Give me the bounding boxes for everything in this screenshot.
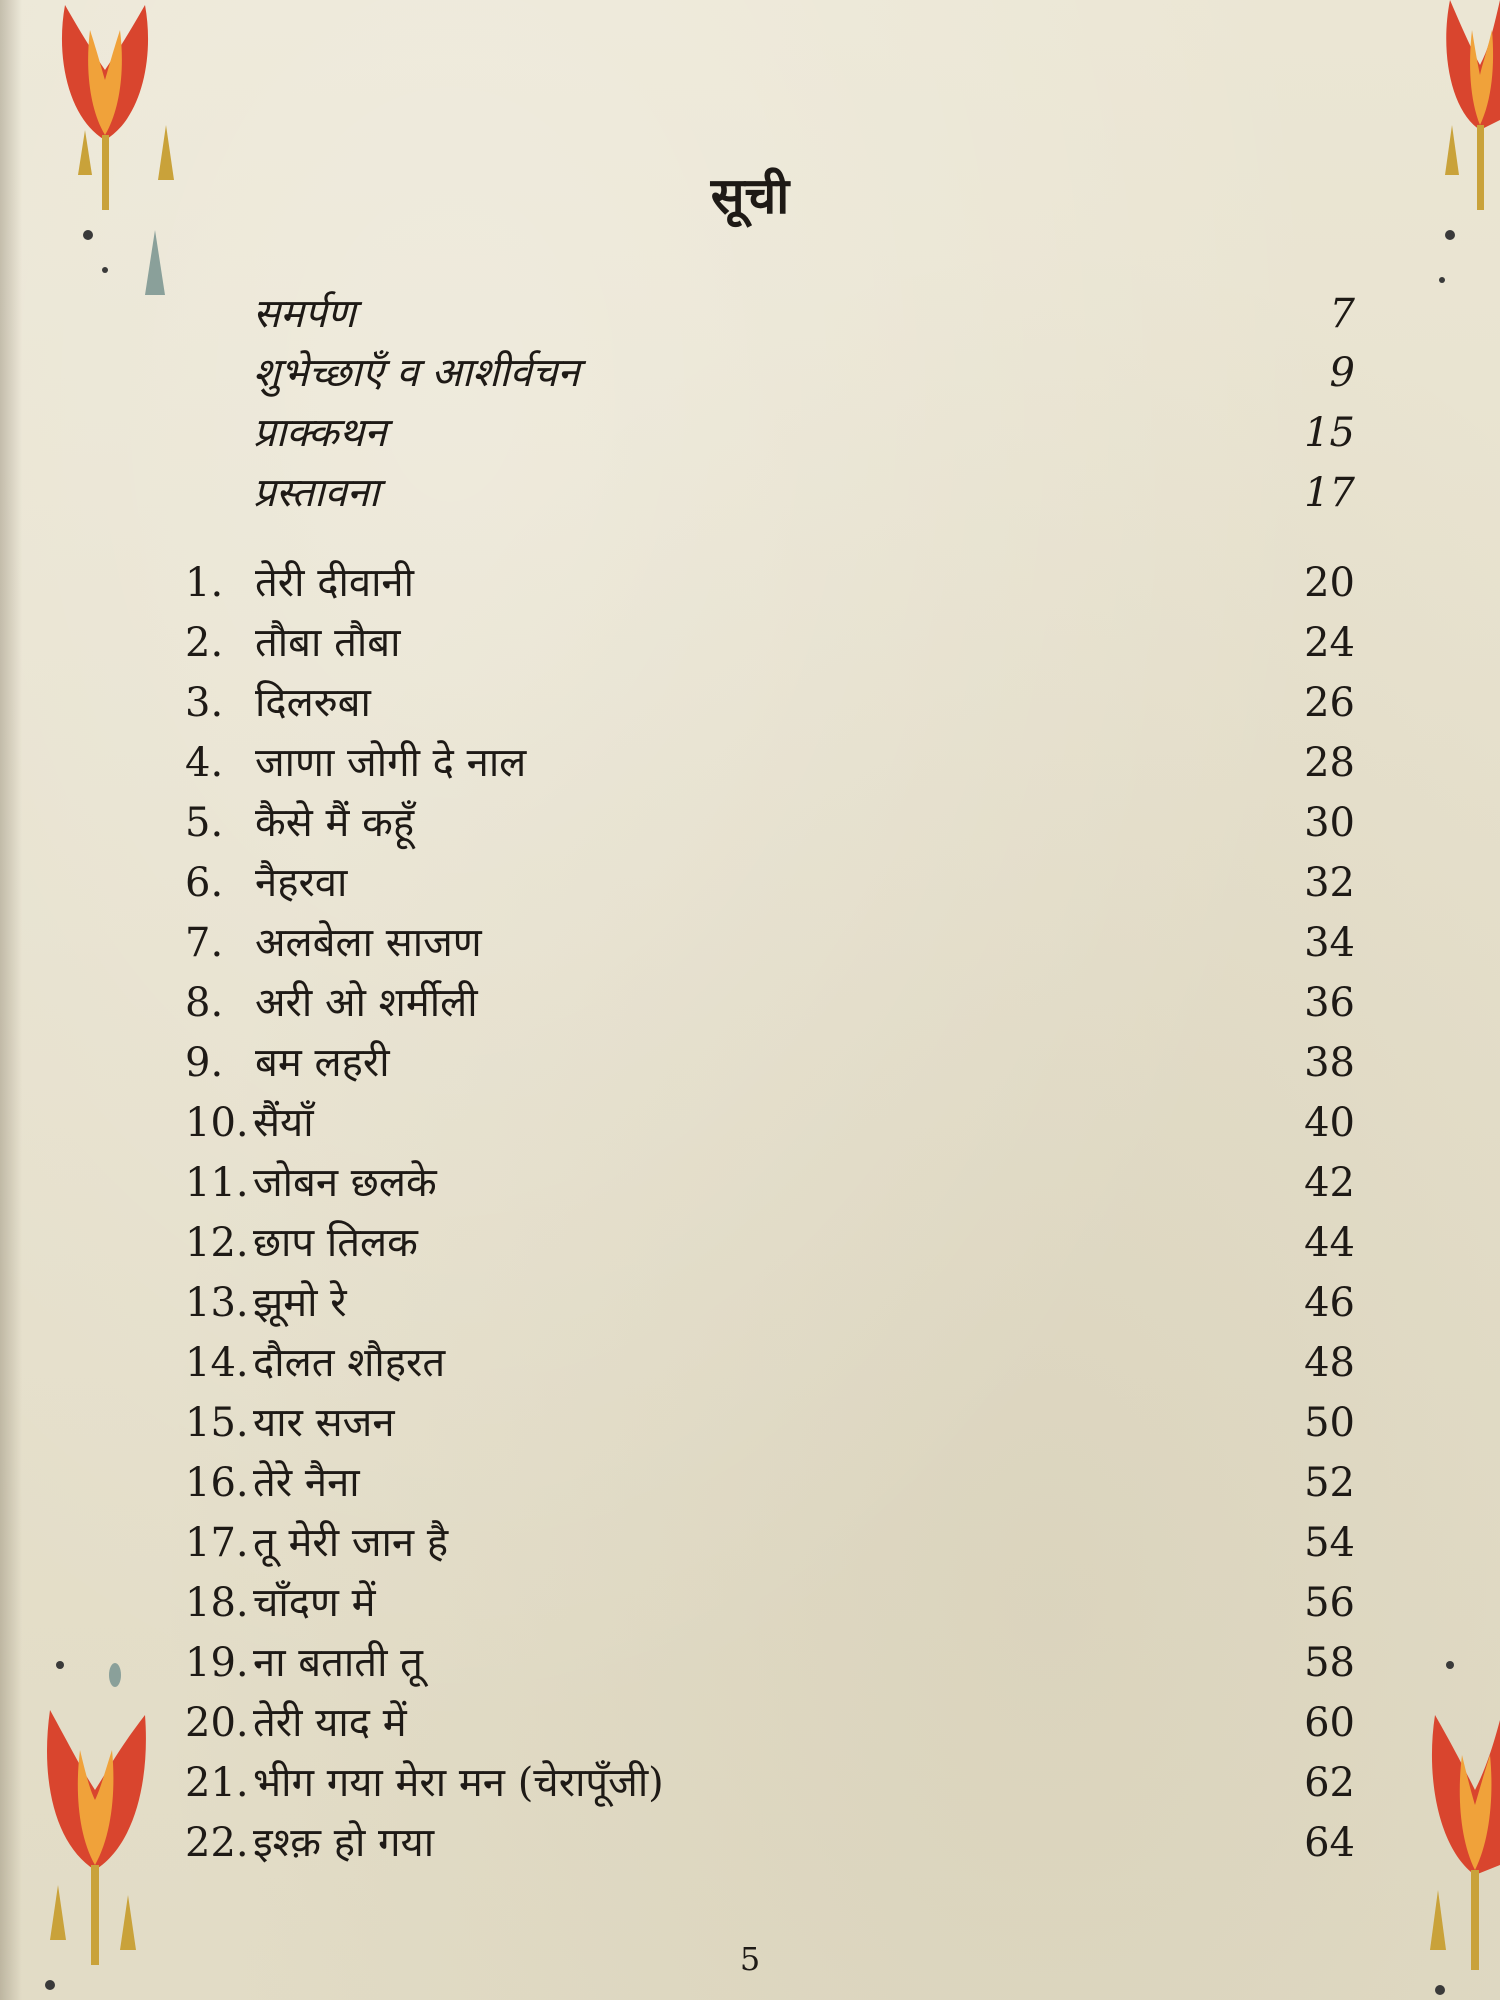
toc-entry-number: 8. [185, 980, 224, 1026]
toc-entry-title: तेरे नैना [253, 1460, 360, 1506]
toc-entry-page: 42 [1304, 1160, 1355, 1206]
page-number: 5 [739, 1940, 761, 1978]
toc-front-page: 9 [1329, 350, 1355, 396]
toc-entry-page: 38 [1304, 1040, 1355, 1086]
toc-entry-number: 21. [185, 1760, 249, 1806]
toc-entry-title: ना बताती तू [253, 1640, 423, 1686]
toc-entry-title: अलबेला साजण [255, 920, 482, 966]
toc-entry-page: 56 [1304, 1580, 1355, 1626]
toc-entry-title: छाप तिलक [253, 1220, 418, 1266]
toc-entry [185, 555, 1355, 611]
toc-entry [185, 1155, 1355, 1211]
toc-entry-page: 64 [1304, 1820, 1355, 1866]
toc-entry [185, 1275, 1355, 1331]
toc-entry-number: 14. [185, 1340, 249, 1386]
toc-entry-title: झूमो रे [253, 1280, 347, 1326]
toc-front-page: 17 [1304, 470, 1355, 516]
toc-entry-title: तेरी याद में [253, 1700, 407, 1746]
toc-entry-title: दिलरुबा [255, 680, 371, 726]
toc-entry-title: कैसे मैं कहूँ [255, 800, 415, 846]
toc-entry-number: 22. [185, 1820, 249, 1866]
toc-entry-title: जोबन छलके [253, 1160, 437, 1206]
toc-entry-page: 20 [1304, 560, 1355, 606]
toc-entry [185, 1635, 1355, 1691]
toc-entry-page: 50 [1304, 1400, 1355, 1446]
toc-entry-number: 19. [185, 1640, 249, 1686]
page-title: सूची [710, 166, 790, 225]
toc-entry-title: दौलत शौहरत [253, 1340, 446, 1386]
toc-entry-number: 2. [185, 620, 224, 666]
toc-entry-number: 1. [185, 560, 224, 606]
toc-entry [185, 1455, 1355, 1511]
toc-entry-number: 7. [185, 920, 224, 966]
toc-entry [185, 855, 1355, 911]
toc-entry-page: 32 [1304, 860, 1355, 906]
toc-entry-page: 60 [1304, 1700, 1355, 1746]
toc-entry-number: 3. [185, 680, 224, 726]
toc-front-row [185, 465, 1355, 521]
toc-entry-number: 20. [185, 1700, 249, 1746]
toc-front-row [185, 286, 1355, 342]
toc-front-row [185, 405, 1355, 461]
toc-entry-page: 30 [1304, 800, 1355, 846]
toc-front-title: समर्पण [253, 291, 356, 337]
toc-entry-number: 11. [185, 1160, 249, 1206]
toc-front-title: प्रस्तावना [253, 470, 380, 516]
toc-entry-number: 4. [185, 740, 224, 786]
toc-front-page: 15 [1304, 410, 1355, 456]
toc-entry [185, 1095, 1355, 1151]
toc-entry-title: अरी ओ शर्मीली [255, 980, 478, 1026]
toc-entry [185, 615, 1355, 671]
toc-entry-page: 36 [1304, 980, 1355, 1026]
toc-entry [185, 795, 1355, 851]
toc-entry-title: इश्क़ हो गया [253, 1820, 435, 1866]
toc-entry-title: तू मेरी जान है [253, 1520, 449, 1566]
toc-entry [185, 1515, 1355, 1571]
toc-entry-title: नैहरवा [255, 860, 348, 906]
toc-entry-page: 52 [1304, 1460, 1355, 1506]
toc-front-row [185, 345, 1355, 401]
toc-entry-page: 26 [1304, 680, 1355, 726]
toc-entry-page: 54 [1304, 1520, 1355, 1566]
toc-entry-page: 58 [1304, 1640, 1355, 1686]
toc-entry-page: 46 [1304, 1280, 1355, 1326]
toc-front-title: प्राक्कथन [253, 410, 387, 456]
toc-entry [185, 1035, 1355, 1091]
toc-entry [185, 1755, 1355, 1811]
toc-entry [185, 1695, 1355, 1751]
toc-entry [185, 915, 1355, 971]
toc-entry [185, 1575, 1355, 1631]
toc-entry-number: 6. [185, 860, 224, 906]
toc-entry-page: 40 [1304, 1100, 1355, 1146]
toc-entry-title: चाँदण में [253, 1580, 376, 1626]
toc-entry-title: जाणा जोगी दे नाल [255, 740, 527, 786]
toc-entry-title: भीग गया मेरा मन (चेरापूँजी) [253, 1760, 664, 1806]
toc-entry-title: तौबा तौबा [255, 620, 401, 666]
toc-entry-number: 18. [185, 1580, 249, 1626]
toc-front-title: शुभेच्छाएँ व आशीर्वचन [253, 350, 580, 396]
toc-entry [185, 735, 1355, 791]
toc-entry-number: 9. [185, 1040, 224, 1086]
toc-entry-title: यार सजन [253, 1400, 395, 1446]
toc-entry [185, 1335, 1355, 1391]
toc-entry-page: 44 [1304, 1220, 1355, 1266]
toc-entry-number: 16. [185, 1460, 249, 1506]
toc-entry-title: सैंयाँ [253, 1100, 314, 1146]
toc-entry-number: 12. [185, 1220, 249, 1266]
toc-entry-title: बम लहरी [255, 1040, 390, 1086]
toc-entry-title: तेरी दीवानी [255, 560, 414, 606]
toc-entry-number: 10. [185, 1100, 249, 1146]
toc-entry [185, 1815, 1355, 1871]
toc-entry-page: 62 [1304, 1760, 1355, 1806]
toc-entry-number: 5. [185, 800, 224, 846]
toc-entry-page: 24 [1304, 620, 1355, 666]
toc-entry-number: 17. [185, 1520, 249, 1566]
toc-entry-page: 28 [1304, 740, 1355, 786]
toc-entry-number: 15. [185, 1400, 249, 1446]
toc-entry-page: 48 [1304, 1340, 1355, 1386]
toc-entry [185, 1395, 1355, 1451]
toc-entry-page: 34 [1304, 920, 1355, 966]
toc-entry [185, 675, 1355, 731]
toc-entry [185, 975, 1355, 1031]
toc-entry-number: 13. [185, 1280, 249, 1326]
toc-entry [185, 1215, 1355, 1271]
toc-front-page: 7 [1329, 291, 1355, 337]
